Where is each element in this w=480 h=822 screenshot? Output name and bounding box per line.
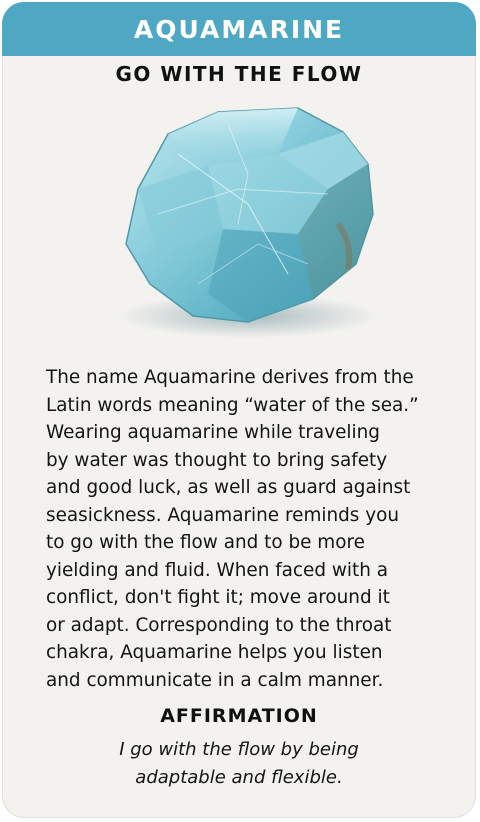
description-text: The name Aquamarine derives from the Latin words meaning “water of the sea.” Wearing aquamarine while traveling by water was thought to bring safety and good luck, as well as guard against seasickness. Aquamarine reminds you to go with the flow and to be more yielding and fluid. When faced with a conflict, don't fight it; move around it or adapt. Corresponding to the throat chakra, Aquamarine helps you listen and communicate in a calm manner.	[46, 367, 419, 691]
card-subtitle: GO WITH THE FLOW	[115, 62, 363, 86]
affirmation-text: I go with the flow by being adaptable and flexible.	[119, 739, 359, 788]
affirmation-card	[2, 2, 476, 818]
card-header	[2, 2, 476, 56]
affirmation-heading: AFFIRMATION	[160, 705, 318, 727]
aquamarine-stone-image	[98, 94, 388, 354]
card-title: AQUAMARINE	[133, 14, 345, 44]
